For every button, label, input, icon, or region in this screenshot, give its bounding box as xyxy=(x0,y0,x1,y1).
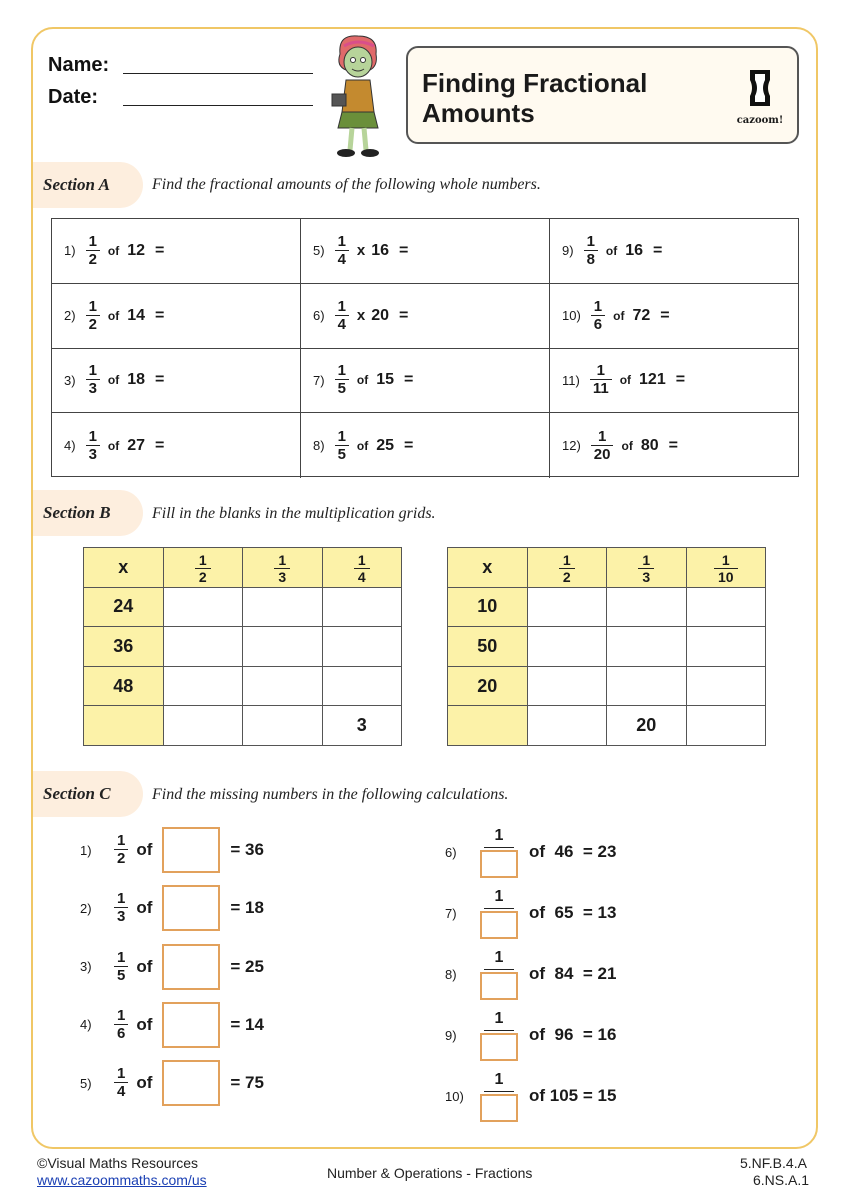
numerator: 1 xyxy=(562,552,571,569)
denominator-answer-box[interactable] xyxy=(480,911,518,939)
grid-cell[interactable] xyxy=(527,666,607,706)
operator: of xyxy=(621,438,633,453)
answer-blank[interactable] xyxy=(164,241,214,261)
column-fraction xyxy=(559,553,575,585)
numerator: 1 xyxy=(278,552,287,569)
grid-cell[interactable] xyxy=(686,666,766,706)
numerator: 1 xyxy=(597,427,607,445)
question-number: 3) xyxy=(64,372,76,388)
question xyxy=(313,284,458,348)
missing-number-question xyxy=(80,826,264,874)
answer-blank[interactable] xyxy=(670,306,720,326)
answer-box[interactable] xyxy=(162,827,220,873)
fraction-missing-denominator xyxy=(479,1010,519,1061)
question xyxy=(64,219,214,283)
denominator: 2 xyxy=(86,250,100,268)
grid-cell[interactable] xyxy=(686,627,766,667)
equals-sign: = xyxy=(155,241,165,259)
standard-code-1: 5.NF.B.4.A xyxy=(740,1155,807,1171)
equals-sign: = xyxy=(404,371,414,389)
question-number: 4) xyxy=(64,438,76,454)
question-number: 1) xyxy=(64,243,76,259)
question xyxy=(313,349,463,413)
missing-denominator-question xyxy=(445,1070,616,1122)
grid-row xyxy=(448,587,766,627)
grid-row-header: 10 xyxy=(448,587,528,627)
question-number: 9) xyxy=(562,243,574,259)
website-link[interactable]: www.cazoommaths.com/us xyxy=(37,1172,207,1188)
denominator: 2 xyxy=(195,568,211,585)
section-a-instruction: Find the fractional amounts of the following whole numbers. xyxy=(152,176,541,193)
grid-column-header xyxy=(322,548,402,588)
title-box xyxy=(406,46,799,144)
question-cell xyxy=(550,349,799,414)
grid-cell[interactable] xyxy=(243,706,323,746)
missing-number-question xyxy=(80,943,264,991)
question-number: 11) xyxy=(562,372,580,388)
equation-rest: of 46 = 23 xyxy=(529,842,617,861)
grid-row xyxy=(84,706,402,746)
date-label: Date: xyxy=(48,86,99,108)
grid-cell[interactable] xyxy=(322,666,402,706)
equals-sign: = xyxy=(675,371,686,389)
answer-box[interactable] xyxy=(162,885,220,931)
fraction-missing-denominator xyxy=(479,1071,519,1122)
grid-cell[interactable] xyxy=(686,706,766,746)
equation-rest: of 84 = 21 xyxy=(529,964,617,983)
fraction xyxy=(335,363,349,397)
fraction xyxy=(591,299,605,333)
grid-cell[interactable] xyxy=(527,587,607,627)
question-number: 10) xyxy=(445,1088,464,1104)
grid-row-header: 36 xyxy=(84,627,164,667)
equals-sign: = xyxy=(668,436,678,454)
fraction xyxy=(114,833,128,867)
denominator: 6 xyxy=(591,315,605,333)
denominator: 3 xyxy=(114,907,128,925)
question-cell xyxy=(301,413,550,478)
grid-row-header[interactable] xyxy=(448,706,528,746)
whole-number: 80 xyxy=(640,436,659,454)
question xyxy=(313,219,458,283)
equals-sign: = xyxy=(653,241,663,259)
fraction xyxy=(335,429,349,463)
question-number: 6) xyxy=(313,308,325,324)
missing-denominator-question xyxy=(445,826,616,878)
question xyxy=(64,284,214,348)
numerator: 1 xyxy=(337,362,346,380)
question-number: 1) xyxy=(80,842,92,858)
whole-number: 16 xyxy=(371,241,390,259)
grid-cell[interactable] xyxy=(243,587,323,627)
denominator: 3 xyxy=(86,445,100,463)
grid-row-header: 48 xyxy=(84,666,164,706)
whole-number: 20 xyxy=(371,306,390,324)
operator: of xyxy=(107,243,120,258)
question-number: 8) xyxy=(445,966,457,982)
column-fraction xyxy=(354,553,370,585)
numerator: 1 xyxy=(494,948,504,966)
whole-number: 15 xyxy=(376,371,395,389)
grid-cell[interactable] xyxy=(527,706,607,746)
fraction-bar xyxy=(484,908,514,909)
section-c-tab xyxy=(33,771,143,817)
grid-cell[interactable] xyxy=(322,587,402,627)
date-line[interactable] xyxy=(123,105,313,106)
operator: x xyxy=(356,307,366,325)
section-a-grid xyxy=(51,218,799,477)
equals-sign: = xyxy=(155,436,165,454)
denominator: 11 xyxy=(590,379,612,397)
denominator: 8 xyxy=(584,250,598,268)
answer-blank[interactable] xyxy=(408,241,458,261)
grid-row xyxy=(448,706,766,746)
denominator: 3 xyxy=(274,568,290,585)
operator: of xyxy=(107,373,120,388)
grid-row xyxy=(84,627,402,667)
numerator: 1 xyxy=(88,427,97,445)
question-number: 4) xyxy=(80,1017,92,1033)
multiplication-grid-2 xyxy=(447,547,766,746)
question-cell xyxy=(301,284,550,349)
question-cell xyxy=(550,413,799,478)
question-cell xyxy=(550,219,799,284)
numerator: 1 xyxy=(494,826,504,844)
fraction xyxy=(114,891,128,925)
question-cell xyxy=(301,219,550,284)
operator: of xyxy=(605,243,618,258)
grid-header-row xyxy=(448,548,766,588)
question xyxy=(562,284,720,348)
logo-text: cazoom! xyxy=(736,115,784,126)
grid-column-header xyxy=(243,548,323,588)
denominator: 4 xyxy=(354,568,370,585)
operator: of xyxy=(107,438,120,453)
section-a-tab xyxy=(33,162,143,208)
topic-text: Number & Operations - Fractions xyxy=(327,1165,533,1181)
numerator: 1 xyxy=(117,1065,126,1083)
answer-blank[interactable] xyxy=(164,370,214,390)
question-cell xyxy=(550,284,799,349)
standard-code-2: 6.NS.A.1 xyxy=(753,1172,810,1188)
fraction-bar xyxy=(484,1030,514,1031)
numerator: 1 xyxy=(337,427,346,445)
equals-sign: = xyxy=(404,436,414,454)
answer-blank[interactable] xyxy=(413,370,463,390)
question-number: 9) xyxy=(445,1027,457,1043)
column-fraction xyxy=(274,553,290,585)
copyright-text: ©Visual Maths Resources xyxy=(37,1155,199,1171)
answer-box[interactable] xyxy=(162,1060,220,1106)
whole-number: 12 xyxy=(127,241,146,259)
fraction-bar xyxy=(484,847,514,848)
grid-row-header[interactable] xyxy=(84,706,164,746)
equation-rest: of 105 = 15 xyxy=(529,1086,617,1105)
question-number: 8) xyxy=(313,438,325,454)
name-label: Name: xyxy=(48,54,110,76)
grid-row xyxy=(84,587,402,627)
denominator: 5 xyxy=(335,379,349,397)
denominator-answer-box[interactable] xyxy=(480,972,518,1000)
question xyxy=(562,219,712,283)
question-number: 6) xyxy=(445,844,457,860)
numerator: 1 xyxy=(117,832,126,849)
operator: x xyxy=(356,242,366,260)
grid-row xyxy=(448,627,766,667)
fraction xyxy=(591,429,614,463)
numerator: 1 xyxy=(88,297,97,315)
denominator-answer-box[interactable] xyxy=(480,850,518,878)
grid-cell[interactable] xyxy=(527,627,607,667)
denominator: 5 xyxy=(335,445,349,463)
numerator: 1 xyxy=(337,232,346,250)
question-cell xyxy=(52,284,301,349)
cazoom-logo xyxy=(732,68,788,128)
equation-rest: of 65 = 13 xyxy=(529,903,617,922)
fraction xyxy=(86,299,100,333)
question-number: 7) xyxy=(445,905,457,921)
equals-result: = 36 xyxy=(230,840,264,859)
missing-number-question xyxy=(80,1001,264,1049)
of-word: of xyxy=(136,840,153,859)
answer-blank[interactable] xyxy=(678,436,728,456)
column-fraction xyxy=(714,553,738,585)
grid-row xyxy=(448,666,766,706)
operator: of xyxy=(356,438,369,453)
answer-blank[interactable] xyxy=(662,241,712,261)
answer-blank[interactable] xyxy=(685,370,735,390)
denominator: 6 xyxy=(114,1024,128,1042)
numerator: 1 xyxy=(88,362,97,380)
numerator: 1 xyxy=(88,232,97,250)
page-title: Finding Fractional Amounts xyxy=(422,68,648,128)
equals-sign: = xyxy=(399,241,409,259)
missing-number-question xyxy=(80,884,264,932)
question-number: 2) xyxy=(64,308,76,324)
fraction xyxy=(114,1066,128,1100)
grid-row-header: 24 xyxy=(84,587,164,627)
missing-denominator-question xyxy=(445,887,616,939)
denominator: 4 xyxy=(335,315,349,333)
section-b-label: Section B xyxy=(43,503,111,522)
fraction-missing-denominator xyxy=(479,827,519,878)
grid-cell[interactable] xyxy=(243,627,323,667)
name-line[interactable] xyxy=(123,73,313,74)
grid-cell[interactable] xyxy=(243,666,323,706)
whole-number: 16 xyxy=(625,241,644,259)
numerator: 1 xyxy=(117,890,126,908)
equals-sign: = xyxy=(399,306,409,324)
numerator: 1 xyxy=(494,1009,504,1027)
fraction xyxy=(590,363,612,397)
whole-number: 18 xyxy=(127,371,146,389)
missing-denominator-question xyxy=(445,1009,616,1061)
section-b-instruction: Fill in the blanks in the multiplication grids. xyxy=(152,505,436,522)
numerator: 1 xyxy=(721,552,730,569)
denominator: 3 xyxy=(86,379,100,397)
fraction xyxy=(335,234,349,268)
question-number: 12) xyxy=(562,438,581,454)
of-word: of xyxy=(136,1073,153,1093)
question-cell xyxy=(52,349,301,414)
grid-cell: 20 xyxy=(607,706,687,746)
operator: of xyxy=(107,308,120,323)
answer-blank[interactable] xyxy=(164,436,214,456)
question-number: 2) xyxy=(80,900,92,916)
operator: of xyxy=(613,308,625,323)
grid-column-header xyxy=(607,548,687,588)
grid-row-header: 50 xyxy=(448,627,528,667)
denominator: 3 xyxy=(638,568,654,585)
equals-sign: = xyxy=(155,371,165,389)
numerator: 1 xyxy=(494,887,504,905)
equals-result: = 75 xyxy=(230,1073,264,1093)
grid-column-header xyxy=(163,548,243,588)
whole-number: 25 xyxy=(376,436,395,454)
question-number: 10) xyxy=(562,308,581,324)
fraction-bar xyxy=(484,1091,514,1092)
grid-cell[interactable] xyxy=(163,587,243,627)
girl-character-illustration xyxy=(318,32,398,160)
grid-cell[interactable] xyxy=(322,627,402,667)
numerator: 1 xyxy=(494,1070,504,1088)
equals-result: = 18 xyxy=(230,898,264,918)
grid-corner-multiply: x xyxy=(84,548,164,588)
grid-cell[interactable] xyxy=(607,666,687,706)
denominator-answer-box[interactable] xyxy=(480,1033,518,1061)
fraction xyxy=(86,363,100,397)
denominator: 2 xyxy=(86,315,100,333)
question-number: 3) xyxy=(80,959,92,975)
logo-icon xyxy=(748,68,772,108)
whole-number: 72 xyxy=(632,306,651,324)
answer-blank[interactable] xyxy=(408,306,458,326)
grid-column-header xyxy=(686,548,766,588)
missing-denominator-question xyxy=(445,948,616,1000)
numerator: 1 xyxy=(357,552,366,569)
operator: of xyxy=(356,373,369,388)
grid-corner-multiply: x xyxy=(448,548,528,588)
grid-cell[interactable] xyxy=(163,666,243,706)
numerator: 1 xyxy=(117,1006,126,1024)
column-fraction xyxy=(195,553,211,585)
question xyxy=(562,413,728,478)
section-b-tab xyxy=(33,490,143,536)
question xyxy=(64,413,214,478)
numerator: 1 xyxy=(198,552,207,569)
whole-number: 14 xyxy=(127,306,146,324)
of-word: of xyxy=(136,1014,153,1034)
numerator: 1 xyxy=(593,297,603,315)
grid-column-header xyxy=(527,548,607,588)
question xyxy=(562,349,735,413)
fraction-missing-denominator xyxy=(479,888,519,939)
grid-row-header: 20 xyxy=(448,666,528,706)
answer-box[interactable] xyxy=(162,944,220,990)
fraction xyxy=(335,299,349,333)
grid-cell[interactable] xyxy=(163,627,243,667)
section-a-label: Section A xyxy=(43,175,110,194)
grid-cell[interactable] xyxy=(607,627,687,667)
answer-box[interactable] xyxy=(162,1002,220,1048)
equals-result: = 25 xyxy=(230,956,264,976)
denominator: 4 xyxy=(114,1082,128,1100)
question-cell xyxy=(52,219,301,284)
question xyxy=(64,349,214,413)
equation-rest: of 96 = 16 xyxy=(529,1025,617,1044)
operator: of xyxy=(619,373,632,388)
denominator: 2 xyxy=(559,568,575,585)
fraction xyxy=(86,429,100,463)
equals-result: = 14 xyxy=(230,1014,264,1034)
question xyxy=(313,413,463,478)
fraction-missing-denominator xyxy=(479,949,519,1000)
fraction xyxy=(584,234,598,268)
fraction xyxy=(86,234,100,268)
numerator: 1 xyxy=(586,232,595,250)
denominator: 10 xyxy=(714,568,738,585)
column-fraction xyxy=(638,553,654,585)
grid-header-row xyxy=(84,548,402,588)
denominator: 4 xyxy=(335,250,349,268)
grid-row xyxy=(84,666,402,706)
numerator: 1 xyxy=(337,297,346,315)
numerator: 1 xyxy=(642,552,651,569)
question-number: 5) xyxy=(80,1075,92,1091)
question-number: 7) xyxy=(313,372,325,388)
fraction xyxy=(114,950,128,984)
numerator: 1 xyxy=(596,362,605,380)
denominator: 5 xyxy=(114,966,128,984)
fraction-bar xyxy=(484,969,514,970)
grid-cell[interactable] xyxy=(686,587,766,627)
section-c-instruction: Find the missing numbers in the following calculations. xyxy=(152,786,509,803)
question-cell xyxy=(301,349,550,414)
fraction xyxy=(114,1008,128,1042)
of-word: of xyxy=(136,956,153,976)
grid-cell[interactable] xyxy=(163,706,243,746)
grid-cell[interactable] xyxy=(607,587,687,627)
question-cell xyxy=(52,413,301,478)
section-c-label: Section C xyxy=(43,784,111,803)
missing-number-question xyxy=(80,1059,264,1107)
equals-sign: = xyxy=(660,306,670,324)
denominator: 2 xyxy=(114,849,128,867)
question-number: 5) xyxy=(313,243,325,259)
denominator: 20 xyxy=(591,445,614,463)
numerator: 1 xyxy=(117,948,126,966)
answer-blank[interactable] xyxy=(164,306,214,326)
whole-number: 27 xyxy=(127,436,146,454)
of-word: of xyxy=(136,898,153,918)
denominator-answer-box[interactable] xyxy=(480,1094,518,1122)
multiplication-grid-1 xyxy=(83,547,402,746)
whole-number: 121 xyxy=(639,371,666,389)
answer-blank[interactable] xyxy=(413,436,463,456)
equals-sign: = xyxy=(155,306,165,324)
grid-cell: 3 xyxy=(322,706,402,746)
